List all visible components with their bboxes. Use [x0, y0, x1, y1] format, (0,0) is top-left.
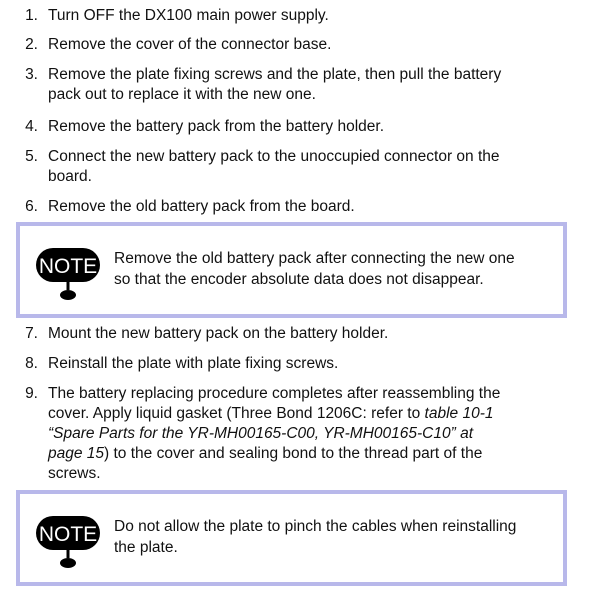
step-number: 3. — [25, 66, 38, 83]
note-box — [16, 490, 567, 586]
step-text: Remove the old battery pack from the board. — [48, 198, 355, 215]
step-number: 7. — [25, 325, 38, 342]
step-text-line: The battery replacing procedure completes after reassembling the — [48, 385, 501, 402]
step-number: 1. — [25, 7, 38, 24]
step-number: 6. — [25, 198, 38, 215]
note-icon-label: NOTE — [38, 523, 98, 546]
step-number: 9. — [25, 385, 38, 402]
step-number: 2. — [25, 36, 38, 53]
note-text-line: Remove the old battery pack after connecting the new one — [114, 250, 515, 267]
note-text-line: the plate. — [114, 539, 178, 556]
step-text: Reinstall the plate with plate fixing screws. — [48, 355, 339, 372]
step-text-line: board. — [48, 168, 92, 185]
step-text-fragment: ) to the cover and sealing bond to the thread part of the — [104, 445, 483, 462]
note-text-line: Do not allow the plate to pinch the cables when reinstalling — [114, 518, 517, 535]
step-number: 5. — [25, 148, 38, 165]
step-text-fragment: cover. Apply liquid gasket (Three Bond 1206C: refer to — [48, 405, 425, 422]
note-text — [114, 248, 554, 290]
page-reference: page 15 — [48, 445, 105, 462]
table-reference: table 10-1 — [424, 405, 494, 422]
note-icon-label: NOTE — [38, 255, 98, 278]
step-text — [48, 65, 548, 105]
step-text: Turn OFF the DX100 main power supply. — [48, 7, 329, 24]
note-text — [114, 516, 554, 558]
note-icon — [34, 512, 102, 572]
step-number: 4. — [25, 118, 38, 135]
note-text-line: so that the encoder absolute data does not disappear. — [114, 271, 484, 288]
note-icon — [34, 244, 102, 304]
step-text-line: Remove the plate fixing screws and the plate, then pull the battery — [48, 66, 502, 83]
step-text — [48, 147, 548, 187]
step-text: Remove the cover of the connector base. — [48, 36, 332, 53]
step-text: Mount the new battery pack on the battery holder. — [48, 325, 389, 342]
table-reference-title: “Spare Parts for the YR-MH00165-C00, YR-MH00165-C10” at — [48, 425, 474, 442]
note-box — [16, 222, 567, 318]
step-text-line: pack out to replace it with the new one. — [48, 86, 316, 103]
step-text: Remove the battery pack from the battery holder. — [48, 118, 385, 135]
step-number: 8. — [25, 355, 38, 372]
step-text — [48, 384, 548, 484]
step-text-line: screws. — [48, 465, 101, 482]
step-text-line: Connect the new battery pack to the unoccupied connector on the — [48, 148, 500, 165]
